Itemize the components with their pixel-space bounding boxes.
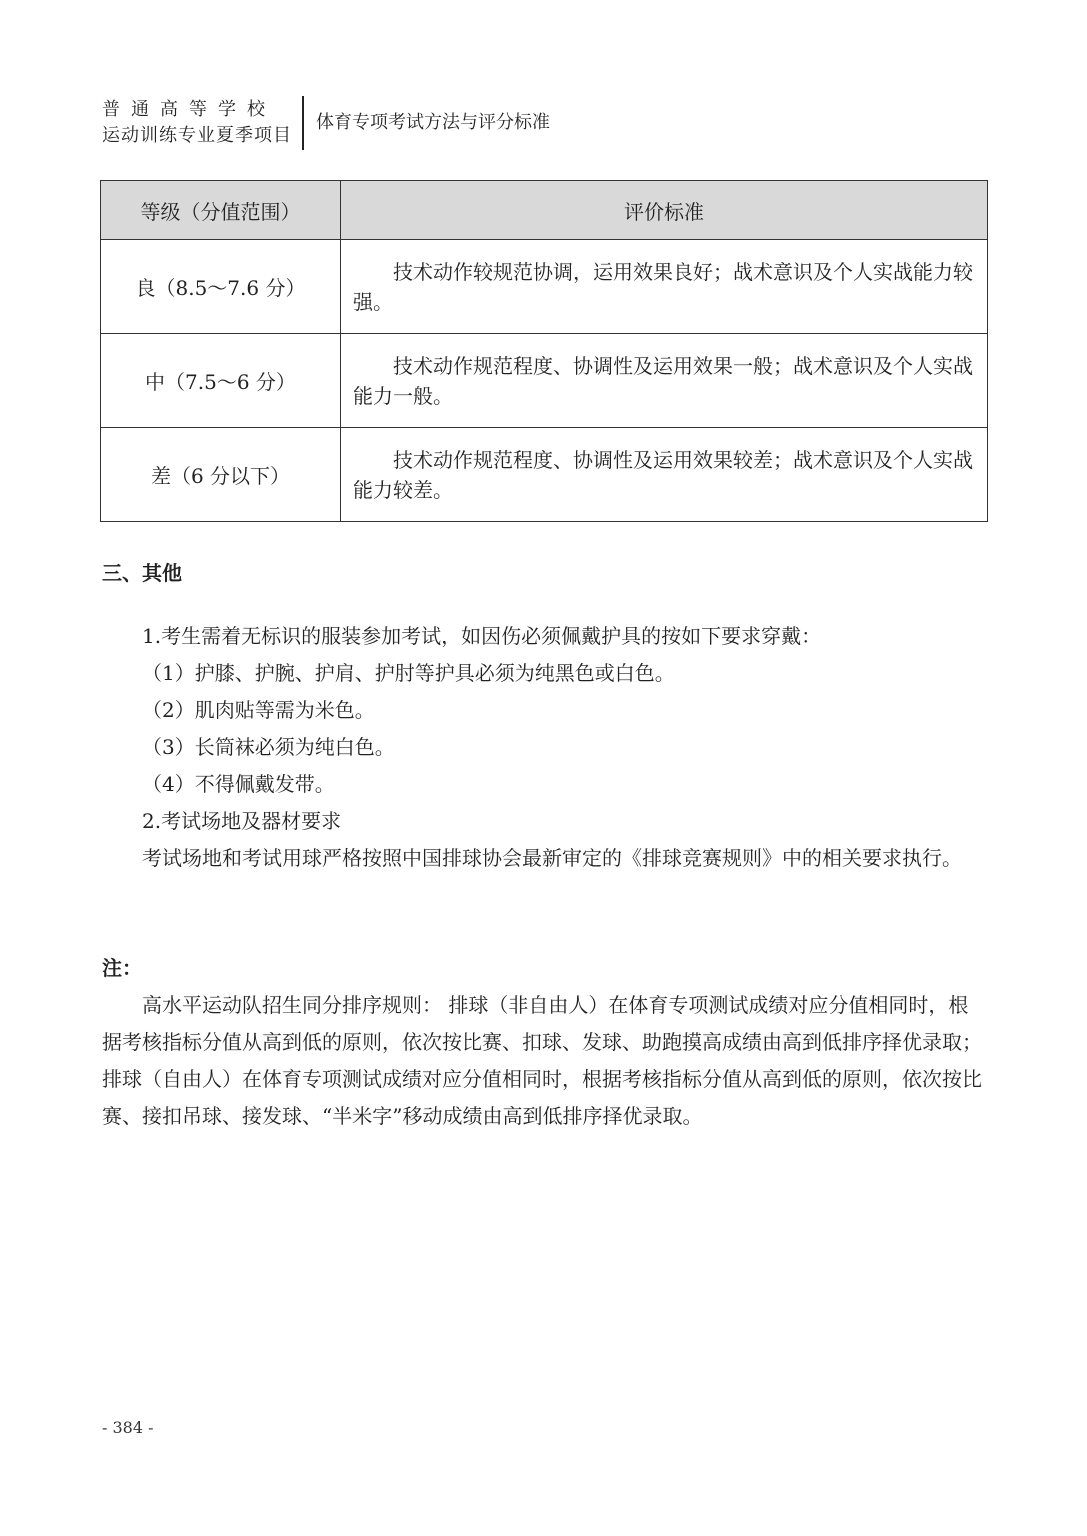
note-title: 注： [102, 956, 142, 980]
table-header-criteria: 评价标准 [341, 181, 988, 240]
grade-table [100, 180, 988, 522]
table-header-row [101, 181, 988, 240]
other-section-title: 三、其他 [102, 561, 182, 585]
item-2: 2.考试场地及器材要求 [142, 809, 342, 833]
sub-item-2: （2）肌肉贴等需为米色。 [142, 698, 375, 722]
header-title: 体育专项考试方法与评分标准 [316, 112, 550, 133]
sub-item-1: （1）护膝、护腕、护肩、护肘等护具必须为纯黑色或白色。 [142, 661, 675, 685]
grade-cell: 中（7.5〜6 分） [101, 334, 341, 428]
criteria-cell: 技术动作规范程度、协调性及运用效果较差；战术意识及个人实战能力较差。 [341, 428, 988, 522]
grade-cell: 差（6 分以下） [101, 428, 341, 522]
sub-item-3: （3）长筒袜必须为纯白色。 [142, 735, 395, 759]
table-header-grade: 等级（分值范围） [101, 181, 341, 240]
grade-cell: 良（8.5〜7.6 分） [101, 240, 341, 334]
table-row [101, 240, 988, 334]
page-number: - 384 - [102, 1418, 154, 1437]
note-section [102, 950, 986, 1135]
criteria-cell: 技术动作较规范协调，运用效果良好；战术意识及个人实战能力较强。 [341, 240, 988, 334]
sub-item-4: （4）不得佩戴发带。 [142, 772, 335, 796]
item-1: 1.考生需着无标识的服装参加考试，如因伤必须佩戴护具的按如下要求穿戴： [142, 624, 822, 648]
header-divider [302, 96, 304, 150]
table-row [101, 428, 988, 522]
header-program: 运动训练专业夏季项目 [102, 125, 292, 146]
other-section [102, 555, 986, 592]
page-header [102, 96, 550, 150]
table-row [101, 334, 988, 428]
other-section-body [102, 618, 986, 877]
item-2-text: 考试场地和考试用球严格按照中国排球协会最新审定的《排球竞赛规则》中的相关要求执行。 [142, 846, 962, 870]
header-school: 普通高等学校 [102, 99, 276, 120]
header-left [102, 97, 292, 149]
criteria-cell: 技术动作规范程度、协调性及运用效果一般；战术意识及个人实战能力一般。 [341, 334, 988, 428]
note-text: 高水平运动队招生同分排序规则： 排球（非自由人）在体育专项测试成绩对应分值相同时，根据考核指标分值从高到低的原则，依次按比赛、扣球、发球、助跑摸高成绩由高到低排序择优录取；排球（自由人）在体育专项测试成绩对应分值相同时，根据考核指标分值从高到低的原则，依次按比赛、接扣吊球、接发球、“半米字”移动成绩由高到低排序择优录取。 [102, 993, 982, 1128]
